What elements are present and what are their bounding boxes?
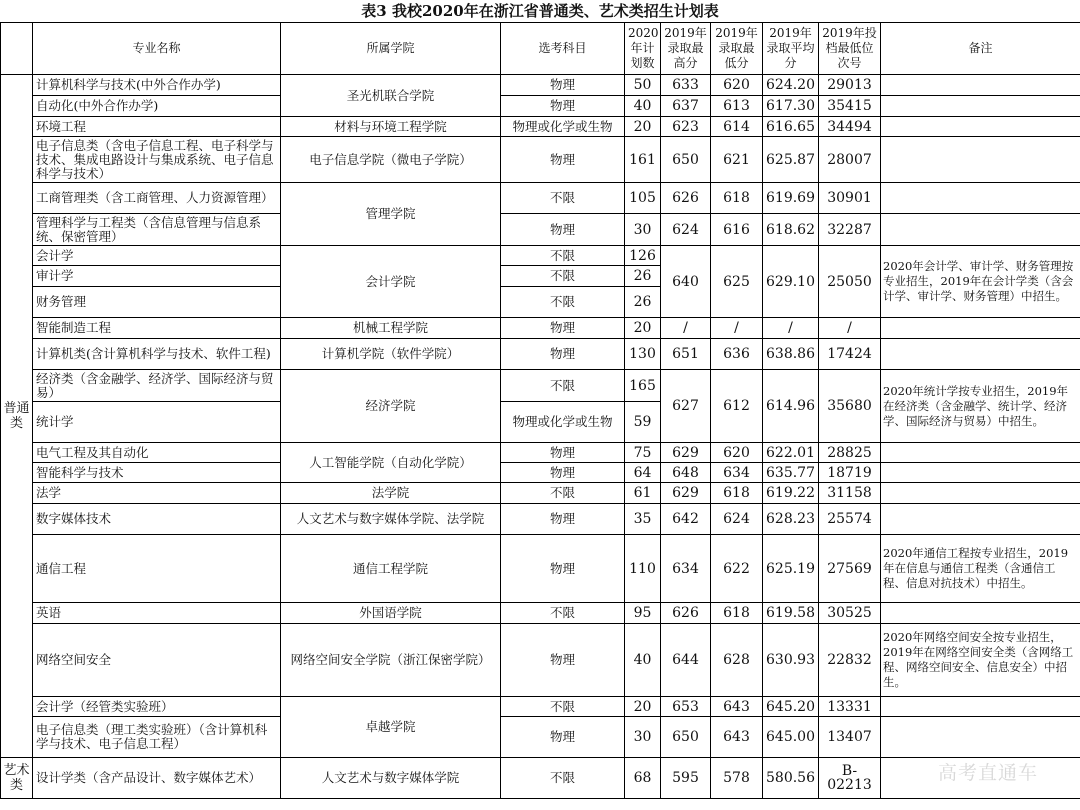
min-rank: 22832 bbox=[819, 624, 881, 697]
college-name: 材料与环境工程学院 bbox=[281, 117, 501, 137]
subject: 物理 bbox=[501, 339, 625, 370]
plan-count: 40 bbox=[625, 624, 661, 697]
header-subject: 选考科目 bbox=[501, 23, 625, 75]
min-score: 614 bbox=[711, 117, 763, 137]
college-name: 外国语学院 bbox=[281, 603, 501, 624]
avg-score: 645.00 bbox=[763, 717, 819, 758]
note bbox=[881, 117, 1080, 137]
plan-count: 95 bbox=[625, 603, 661, 624]
plan-count: 50 bbox=[625, 75, 661, 96]
table-row bbox=[1, 318, 1080, 339]
min-score: / bbox=[711, 318, 763, 339]
avg-score: 638.86 bbox=[763, 339, 819, 370]
subject: 不限 bbox=[501, 370, 625, 402]
note: 2020年统计学按专业招生，2019年在经济类（含金融学、统计学、经济学、国际经济与贸易）中招生。 bbox=[881, 370, 1080, 443]
subject: 物理 bbox=[501, 443, 625, 463]
max-score: 626 bbox=[661, 183, 711, 214]
plan-count: 30 bbox=[625, 214, 661, 246]
max-score: 644 bbox=[661, 624, 711, 697]
plan-count: 64 bbox=[625, 463, 661, 483]
major-name: 电气工程及其自动化 bbox=[33, 443, 281, 463]
table-row bbox=[1, 697, 1080, 717]
avg-score: 614.96 bbox=[763, 370, 819, 443]
plan-count: 161 bbox=[625, 137, 661, 183]
min-rank: 25574 bbox=[819, 504, 881, 535]
subject: 不限 bbox=[501, 758, 625, 799]
college-name: 计算机学院（软件学院） bbox=[281, 339, 501, 370]
min-rank: 25050 bbox=[819, 246, 881, 318]
major-name: 智能制造工程 bbox=[33, 318, 281, 339]
table-row bbox=[1, 463, 1080, 483]
plan-count: 40 bbox=[625, 96, 661, 117]
table-row bbox=[1, 717, 1080, 758]
subject: 不限 bbox=[501, 483, 625, 504]
college-name: 人工智能学院（自动化学院） bbox=[281, 443, 501, 483]
note bbox=[881, 443, 1080, 463]
plan-count: 59 bbox=[625, 402, 661, 443]
avg-score: 645.20 bbox=[763, 697, 819, 717]
plan-count: 75 bbox=[625, 443, 661, 463]
min-score: 620 bbox=[711, 75, 763, 96]
table-row bbox=[1, 483, 1080, 504]
avg-score: 619.58 bbox=[763, 603, 819, 624]
note bbox=[881, 339, 1080, 370]
max-score: 650 bbox=[661, 717, 711, 758]
major-name: 计算机科学与技术(中外合作办学) bbox=[33, 75, 281, 96]
plan-count: 20 bbox=[625, 117, 661, 137]
subject: 物理 bbox=[501, 75, 625, 96]
college-name: 电子信息学院（微电子学院） bbox=[281, 137, 501, 183]
min-rank: 31158 bbox=[819, 483, 881, 504]
subject: 物理 bbox=[501, 504, 625, 535]
plan-count: 26 bbox=[625, 287, 661, 318]
table-row bbox=[1, 535, 1080, 603]
major-name: 电子信息类（含电子信息工程、电子科学与技术、集成电路设计与集成系统、电子信息科学与技术） bbox=[33, 137, 281, 183]
min-score: 643 bbox=[711, 697, 763, 717]
max-score: 627 bbox=[661, 370, 711, 443]
avg-score: 619.22 bbox=[763, 483, 819, 504]
plan-count: 68 bbox=[625, 758, 661, 799]
major-name: 法学 bbox=[33, 483, 281, 504]
category-art: 艺术类 bbox=[1, 758, 33, 799]
max-score: 629 bbox=[661, 483, 711, 504]
max-score: 624 bbox=[661, 214, 711, 246]
table-row bbox=[1, 137, 1080, 183]
subject: 不限 bbox=[501, 183, 625, 214]
min-rank: 35680 bbox=[819, 370, 881, 443]
plan-count: 61 bbox=[625, 483, 661, 504]
note bbox=[881, 717, 1080, 758]
avg-score: 625.87 bbox=[763, 137, 819, 183]
plan-count: 35 bbox=[625, 504, 661, 535]
major-name: 会计学 bbox=[33, 246, 281, 266]
subject: 物理 bbox=[501, 624, 625, 697]
max-score: 634 bbox=[661, 535, 711, 603]
plan-count: 20 bbox=[625, 697, 661, 717]
table-row bbox=[1, 443, 1080, 463]
note bbox=[881, 697, 1080, 717]
table-row bbox=[1, 758, 1080, 799]
min-rank: / bbox=[819, 318, 881, 339]
major-name: 自动化(中外合作办学) bbox=[33, 96, 281, 117]
note bbox=[881, 183, 1080, 214]
min-score: 613 bbox=[711, 96, 763, 117]
min-rank: 28007 bbox=[819, 137, 881, 183]
min-score: 621 bbox=[711, 137, 763, 183]
header-rank-2019: 2019年投档最低位次号 bbox=[819, 23, 881, 75]
header-row bbox=[1, 23, 1080, 75]
subject: 不限 bbox=[501, 603, 625, 624]
plan-count: 105 bbox=[625, 183, 661, 214]
max-score: 651 bbox=[661, 339, 711, 370]
subject: 物理 bbox=[501, 463, 625, 483]
college-name: 圣光机联合学院 bbox=[281, 75, 501, 117]
min-score: 618 bbox=[711, 603, 763, 624]
subject: 物理 bbox=[501, 717, 625, 758]
avg-score: 616.65 bbox=[763, 117, 819, 137]
header-major: 专业名称 bbox=[33, 23, 281, 75]
major-name: 英语 bbox=[33, 603, 281, 624]
min-rank: 29013 bbox=[819, 75, 881, 96]
min-rank: B-02213 bbox=[819, 758, 881, 799]
note bbox=[881, 463, 1080, 483]
major-name: 工商管理类（含工商管理、人力资源管理） bbox=[33, 183, 281, 214]
major-name: 计算机类(含计算机科学与技术、软件工程) bbox=[33, 339, 281, 370]
avg-score: 580.56 bbox=[763, 758, 819, 799]
note: 2020年通信工程按专业招生，2019年在信息与通信工程类（含通信工程、信息对抗技术）中招生。 bbox=[881, 535, 1080, 603]
category-general: 普通类 bbox=[1, 75, 33, 758]
college-name: 经济学院 bbox=[281, 370, 501, 443]
avg-score: / bbox=[763, 318, 819, 339]
note: 2020年会计学、审计学、财务管理按专业招生，2019年在会计学类（含会计学、审计学、财务管理）中招生。 bbox=[881, 246, 1080, 318]
plan-count: 126 bbox=[625, 246, 661, 266]
table-row bbox=[1, 603, 1080, 624]
avg-score: 624.20 bbox=[763, 75, 819, 96]
major-name: 会计学（经管类实验班） bbox=[33, 697, 281, 717]
subject: 不限 bbox=[501, 266, 625, 287]
min-rank: 18719 bbox=[819, 463, 881, 483]
table-row bbox=[1, 624, 1080, 697]
min-score: 643 bbox=[711, 717, 763, 758]
min-rank: 27569 bbox=[819, 535, 881, 603]
plan-count: 110 bbox=[625, 535, 661, 603]
max-score: 653 bbox=[661, 697, 711, 717]
max-score: / bbox=[661, 318, 711, 339]
min-rank: 13407 bbox=[819, 717, 881, 758]
note bbox=[881, 75, 1080, 96]
avg-score: 619.69 bbox=[763, 183, 819, 214]
min-score: 616 bbox=[711, 214, 763, 246]
note bbox=[881, 137, 1080, 183]
note bbox=[881, 318, 1080, 339]
min-score: 636 bbox=[711, 339, 763, 370]
table-row bbox=[1, 504, 1080, 535]
college-name: 网络空间安全学院（浙江保密学院） bbox=[281, 624, 501, 697]
min-score: 620 bbox=[711, 443, 763, 463]
plan-count: 130 bbox=[625, 339, 661, 370]
max-score: 642 bbox=[661, 504, 711, 535]
major-name: 财务管理 bbox=[33, 287, 281, 318]
min-score: 612 bbox=[711, 370, 763, 443]
table-row bbox=[1, 370, 1080, 402]
max-score: 629 bbox=[661, 443, 711, 463]
min-rank: 30901 bbox=[819, 183, 881, 214]
plan-count: 30 bbox=[625, 717, 661, 758]
header-plan: 2020年计划数 bbox=[625, 23, 661, 75]
major-name: 网络空间安全 bbox=[33, 624, 281, 697]
avg-score: 635.77 bbox=[763, 463, 819, 483]
note bbox=[881, 483, 1080, 504]
major-name: 管理科学与工程类（含信息管理与信息系统、保密管理） bbox=[33, 214, 281, 246]
table-title: 表3 我校2020年在浙江省普通类、艺术类招生计划表 bbox=[361, 2, 719, 20]
min-rank: 28825 bbox=[819, 443, 881, 463]
college-name: 通信工程学院 bbox=[281, 535, 501, 603]
table-row bbox=[1, 117, 1080, 137]
college-name: 管理学院 bbox=[281, 183, 501, 246]
avg-score: 618.62 bbox=[763, 214, 819, 246]
college-name: 机械工程学院 bbox=[281, 318, 501, 339]
min-score: 578 bbox=[711, 758, 763, 799]
header-college: 所属学院 bbox=[281, 23, 501, 75]
table-row bbox=[1, 96, 1080, 117]
subject: 不限 bbox=[501, 287, 625, 318]
major-name: 数字媒体技术 bbox=[33, 504, 281, 535]
min-score: 625 bbox=[711, 246, 763, 318]
avg-score: 628.23 bbox=[763, 504, 819, 535]
plan-count: 26 bbox=[625, 266, 661, 287]
max-score: 640 bbox=[661, 246, 711, 318]
min-rank: 13331 bbox=[819, 697, 881, 717]
table-row bbox=[1, 339, 1080, 370]
subject: 物理 bbox=[501, 318, 625, 339]
major-name: 审计学 bbox=[33, 266, 281, 287]
avg-score: 625.19 bbox=[763, 535, 819, 603]
min-score: 622 bbox=[711, 535, 763, 603]
min-rank: 32287 bbox=[819, 214, 881, 246]
min-rank: 30525 bbox=[819, 603, 881, 624]
subject: 物理 bbox=[501, 96, 625, 117]
max-score: 650 bbox=[661, 137, 711, 183]
subject: 物理 bbox=[501, 214, 625, 246]
table-row bbox=[1, 75, 1080, 96]
subject: 物理 bbox=[501, 535, 625, 603]
college-name: 人文艺术与数字媒体学院 bbox=[281, 758, 501, 799]
header-category bbox=[1, 23, 33, 75]
major-name: 通信工程 bbox=[33, 535, 281, 603]
subject: 不限 bbox=[501, 697, 625, 717]
max-score: 595 bbox=[661, 758, 711, 799]
min-score: 618 bbox=[711, 183, 763, 214]
note bbox=[881, 603, 1080, 624]
college-name: 卓越学院 bbox=[281, 697, 501, 758]
avg-score: 630.93 bbox=[763, 624, 819, 697]
note bbox=[881, 96, 1080, 117]
major-name: 经济类（含金融学、经济学、国际经济与贸易） bbox=[33, 370, 281, 402]
major-name: 统计学 bbox=[33, 402, 281, 443]
avg-score: 617.30 bbox=[763, 96, 819, 117]
plan-count: 20 bbox=[625, 318, 661, 339]
major-name: 设计学类（含产品设计、数字媒体艺术） bbox=[33, 758, 281, 799]
subject: 物理或化学或生物 bbox=[501, 117, 625, 137]
subject: 物理 bbox=[501, 137, 625, 183]
table-row bbox=[1, 214, 1080, 246]
major-name: 电子信息类（理工类实验班）（含计算机科学与技术、电子信息工程） bbox=[33, 717, 281, 758]
college-name: 人文艺术与数字媒体学院、法学院 bbox=[281, 504, 501, 535]
major-name: 智能科学与技术 bbox=[33, 463, 281, 483]
max-score: 633 bbox=[661, 75, 711, 96]
max-score: 637 bbox=[661, 96, 711, 117]
header-min-2019: 2019年录取最低分 bbox=[711, 23, 763, 75]
table-row bbox=[1, 183, 1080, 214]
min-rank: 17424 bbox=[819, 339, 881, 370]
min-score: 618 bbox=[711, 483, 763, 504]
college-name: 法学院 bbox=[281, 483, 501, 504]
max-score: 648 bbox=[661, 463, 711, 483]
min-rank: 34494 bbox=[819, 117, 881, 137]
note bbox=[881, 214, 1080, 246]
subject: 不限 bbox=[501, 246, 625, 266]
subject: 物理或化学或生物 bbox=[501, 402, 625, 443]
min-rank: 35415 bbox=[819, 96, 881, 117]
college-name: 会计学院 bbox=[281, 246, 501, 318]
avg-score: 629.10 bbox=[763, 246, 819, 318]
note: 2020年网络空间安全按专业招生，2019年在网络空间安全类（含网络工程、网络空间安全、信息安全）中招生。 bbox=[881, 624, 1080, 697]
max-score: 626 bbox=[661, 603, 711, 624]
header-avg-2019: 2019年录取平均分 bbox=[763, 23, 819, 75]
plan-count: 165 bbox=[625, 370, 661, 402]
admission-plan-table bbox=[0, 22, 1080, 799]
table-row bbox=[1, 246, 1080, 266]
watermark: 高考直通车 bbox=[938, 762, 1039, 784]
header-note: 备注 bbox=[881, 23, 1080, 75]
major-name: 环境工程 bbox=[33, 117, 281, 137]
header-max-2019: 2019年录取最高分 bbox=[661, 23, 711, 75]
min-score: 624 bbox=[711, 504, 763, 535]
min-score: 628 bbox=[711, 624, 763, 697]
max-score: 623 bbox=[661, 117, 711, 137]
note bbox=[881, 504, 1080, 535]
min-score: 634 bbox=[711, 463, 763, 483]
avg-score: 622.01 bbox=[763, 443, 819, 463]
